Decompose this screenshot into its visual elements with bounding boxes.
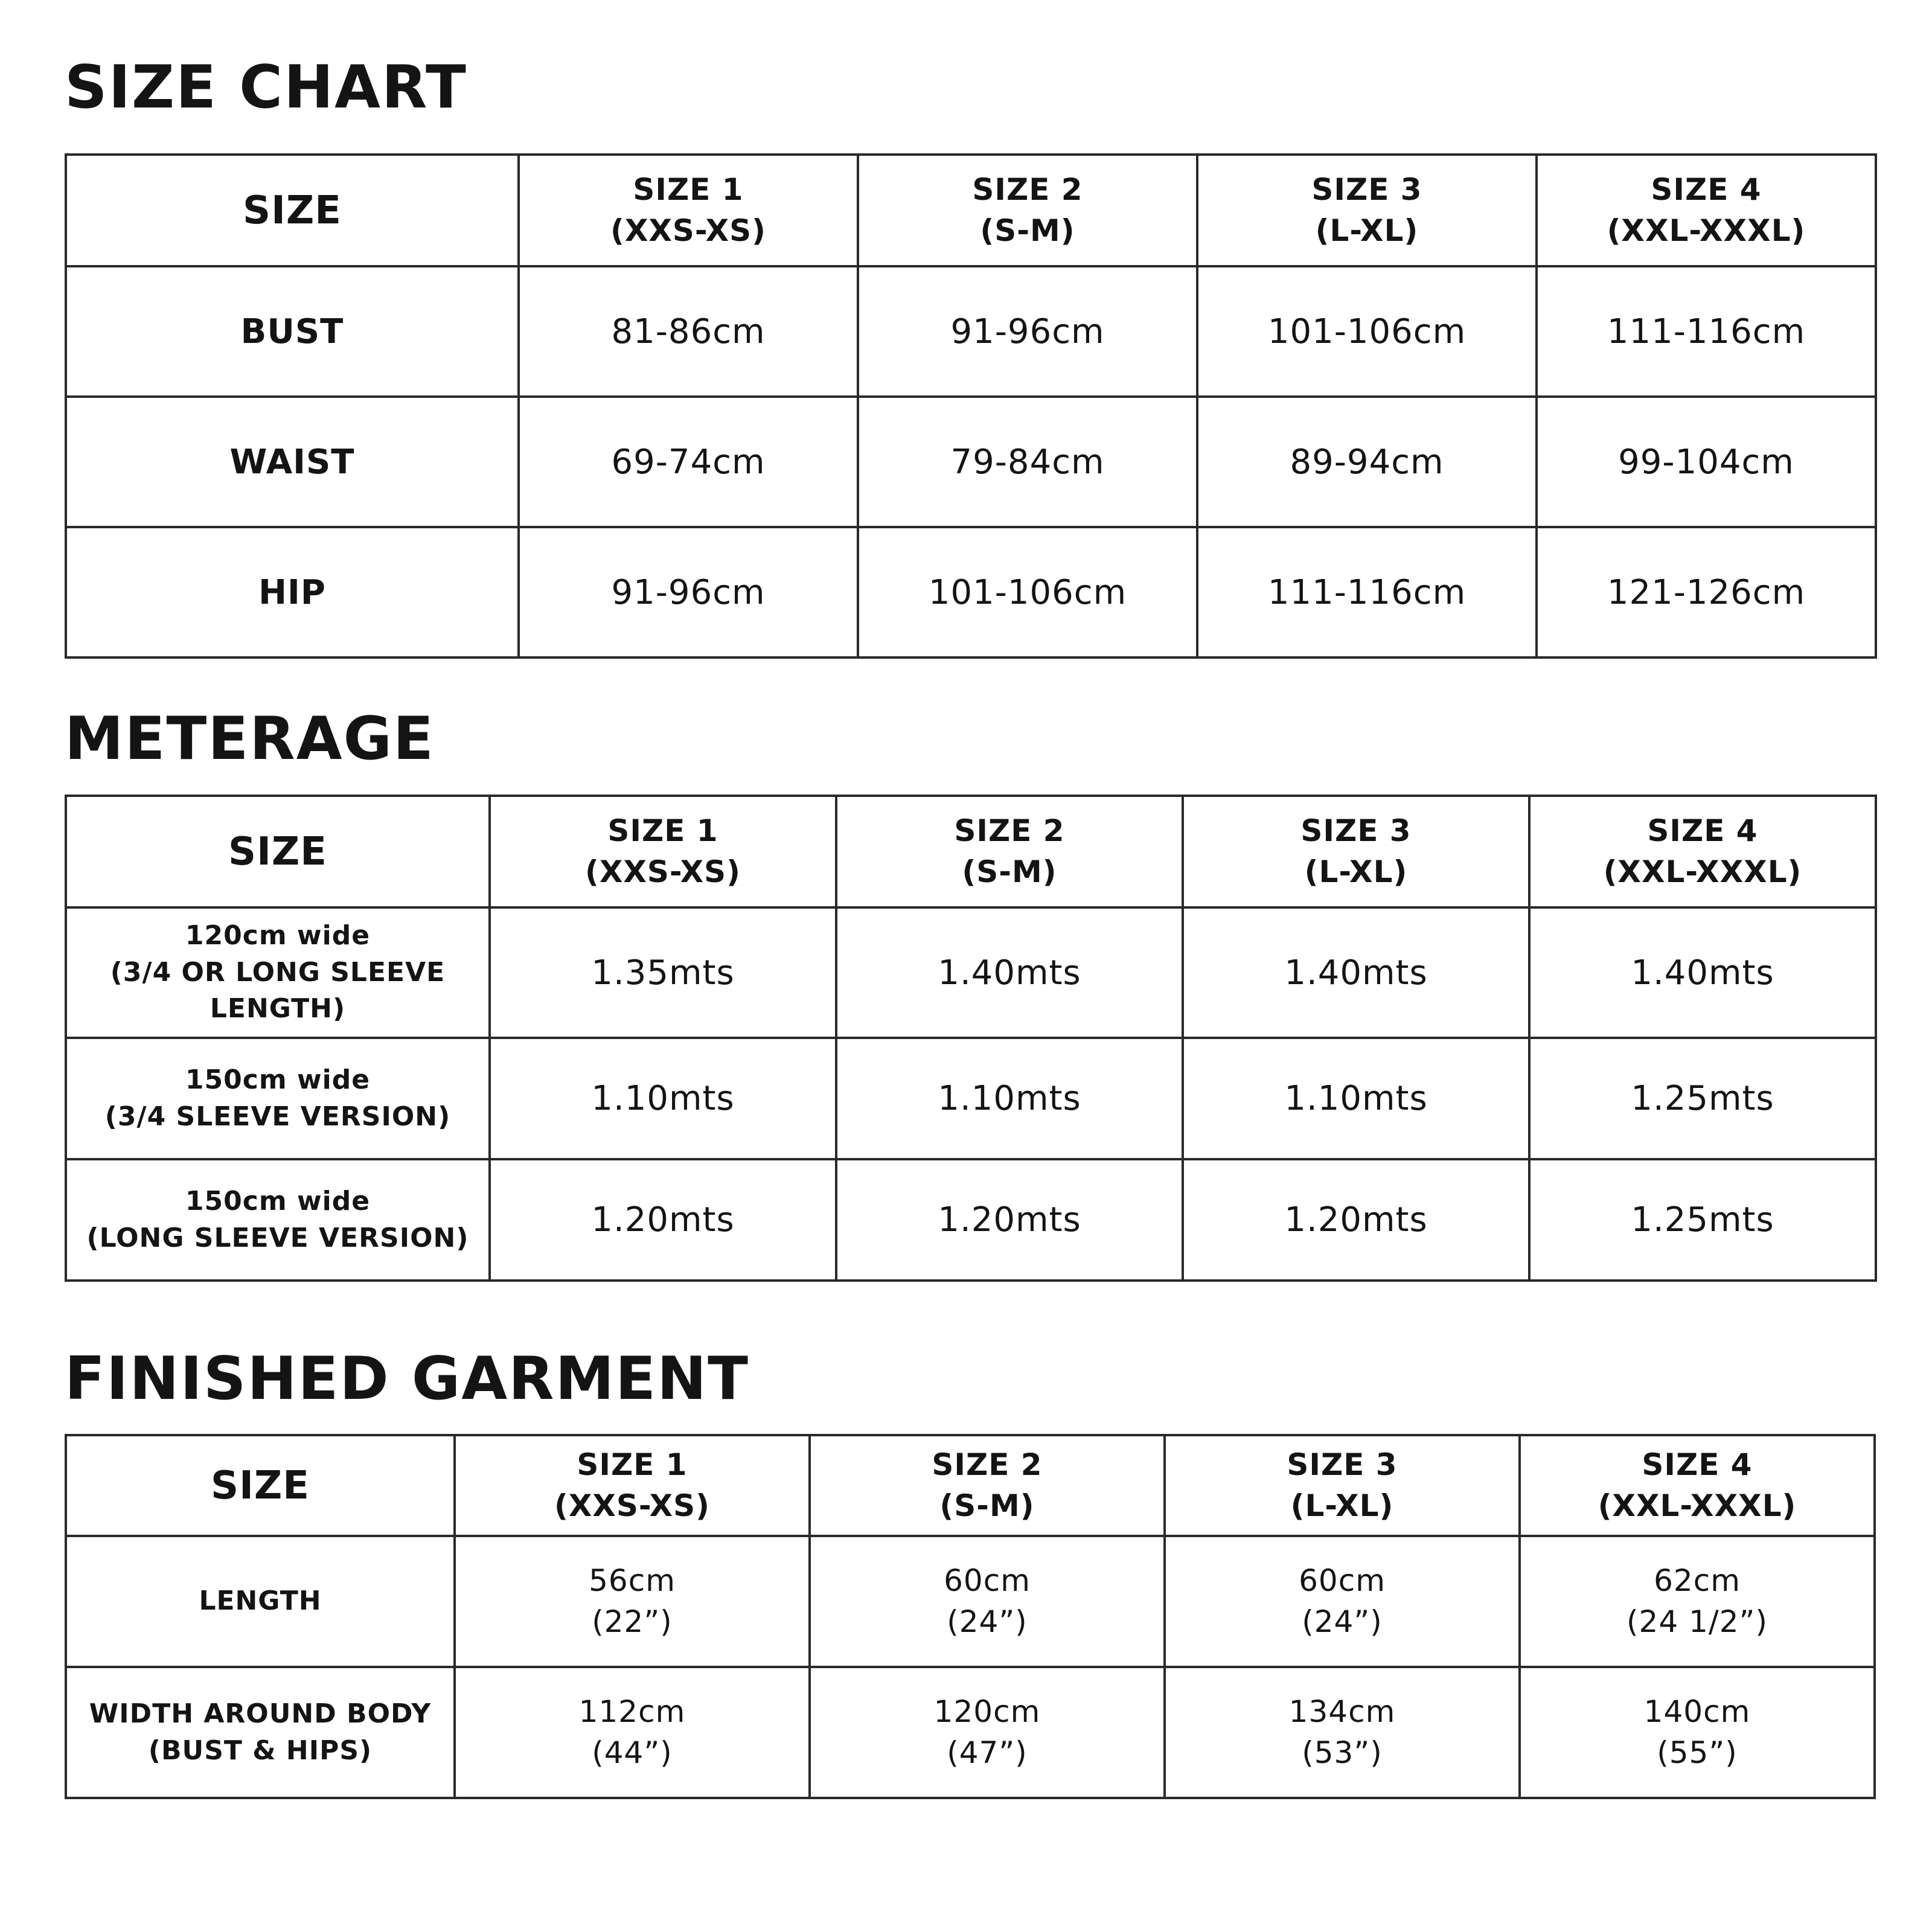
size-range: (XXL-XXXL) [1607,213,1806,248]
row-label-waist: WAIST [66,397,519,527]
value-inches: (24 1/2”) [1627,1604,1768,1639]
size-range: (S-M) [980,213,1075,248]
table-row [66,907,1876,1038]
row-label-line: (3/4 OR LONG SLEEVE [110,956,446,988]
size-corner-label: SIZE [66,155,519,266]
value-inches: (44”) [592,1735,673,1770]
table-cell: 81-86cm [519,266,858,397]
table-cell: 111-116cm [1197,527,1537,657]
size-name: SIZE 3 [1300,813,1412,848]
finished-garment-table [65,1434,1876,1799]
finished-garment-title: FINISHED GARMENT [65,1345,749,1413]
table-row [66,1536,1875,1667]
row-label-line: LENGTH [199,1585,322,1617]
table-cell [1165,1536,1520,1667]
value-inches: (53”) [1302,1735,1383,1770]
value-cm: 62cm [1654,1563,1741,1598]
value-cm: 60cm [1299,1563,1386,1598]
value-inches: (24”) [947,1604,1028,1639]
size-range: (XXS-XS) [610,213,767,248]
row-label-line: WIDTH AROUND BODY [89,1698,432,1729]
value-cm: 60cm [944,1563,1031,1598]
size-column-header [1520,1435,1875,1536]
table-cell: 91-96cm [519,527,858,657]
table-cell [810,1667,1165,1798]
row-label-fabric-150-three-quarter [66,1038,490,1159]
row-label-hip: HIP [66,527,519,657]
value-inches: (47”) [947,1735,1028,1770]
row-label-bust: BUST [66,266,519,397]
table-cell: 101-106cm [858,527,1197,657]
table-cell [455,1667,810,1798]
row-label-line: 150cm wide [185,1064,371,1095]
table-cell [1520,1667,1875,1798]
table-cell: 1.40mts [1529,907,1876,1038]
size-name: SIZE 2 [954,813,1065,848]
size-column-header [490,796,836,907]
size-range: (XXS-XS) [584,854,741,889]
size-name: SIZE 1 [577,1447,688,1482]
table-row [66,1038,1876,1159]
size-column-header [519,155,858,266]
size-range: (XXL-XXXL) [1603,854,1802,889]
size-name: SIZE 2 [972,172,1083,207]
table-row [66,527,1876,657]
table-cell: 99-104cm [1537,397,1876,527]
table-cell [455,1536,810,1667]
row-label-width-around-body [66,1667,455,1798]
size-column-header [1537,155,1876,266]
value-inches: (22”) [592,1604,673,1639]
row-label-line: 120cm wide [185,920,371,951]
value-cm: 140cm [1643,1694,1751,1729]
table-cell: 89-94cm [1197,397,1537,527]
table-cell: 1.25mts [1529,1038,1876,1159]
size-range: (L-XL) [1315,213,1419,248]
value-cm: 134cm [1288,1694,1396,1729]
row-label-line: (LONG SLEEVE VERSION) [86,1222,469,1253]
size-range: (L-XL) [1304,854,1408,889]
meterage-table [65,795,1877,1282]
meterage-title: METERAGE [65,705,435,773]
table-cell: 1.40mts [836,907,1183,1038]
table-header-row [66,1435,1875,1536]
size-name: SIZE 4 [1647,813,1758,848]
size-column-header [455,1435,810,1536]
size-column-header [1197,155,1537,266]
table-cell [1165,1667,1520,1798]
size-range: (L-XL) [1290,1488,1394,1523]
table-cell: 1.35mts [490,907,836,1038]
size-name: SIZE 4 [1642,1447,1753,1482]
size-name: SIZE 2 [932,1447,1043,1482]
table-cell: 1.10mts [490,1038,836,1159]
table-cell: 1.25mts [1529,1159,1876,1281]
size-column-header [836,796,1183,907]
value-inches: (24”) [1302,1604,1383,1639]
size-column-header [1165,1435,1520,1536]
size-name: SIZE 1 [633,172,744,207]
table-cell: 79-84cm [858,397,1197,527]
size-range: (S-M) [962,854,1057,889]
value-inches: (55”) [1657,1735,1738,1770]
size-corner-label: SIZE [66,1435,455,1536]
size-column-header [1183,796,1529,907]
table-row [66,1159,1876,1281]
table-cell: 111-116cm [1537,266,1876,397]
size-column-header [810,1435,1165,1536]
size-corner-label: SIZE [66,796,490,907]
table-header-row [66,796,1876,907]
row-label-line: (BUST & HIPS) [148,1735,373,1766]
table-row [66,397,1876,527]
table-cell: 69-74cm [519,397,858,527]
table-cell: 1.10mts [836,1038,1183,1159]
size-name: SIZE 3 [1311,172,1422,207]
table-cell: 101-106cm [1197,266,1537,397]
value-cm: 120cm [933,1694,1041,1729]
table-cell: 1.20mts [1183,1159,1529,1281]
table-cell: 1.20mts [836,1159,1183,1281]
table-row [66,266,1876,397]
table-cell: 1.20mts [490,1159,836,1281]
row-label-line: LENGTH) [210,993,346,1025]
size-range: (XXL-XXXL) [1598,1488,1797,1523]
size-name: SIZE 3 [1287,1447,1398,1482]
table-cell: 1.10mts [1183,1038,1529,1159]
size-column-header [1529,796,1876,907]
row-label-line: (3/4 SLEEVE VERSION) [104,1101,451,1132]
table-cell: 121-126cm [1537,527,1876,657]
row-label-length [66,1536,455,1667]
value-cm: 56cm [589,1563,676,1598]
size-column-header [858,155,1197,266]
table-header-row [66,155,1876,266]
table-cell: 91-96cm [858,266,1197,397]
size-range: (S-M) [939,1488,1035,1523]
table-row [66,1667,1875,1798]
size-chart-title: SIZE CHART [65,53,467,122]
row-label-line: 150cm wide [185,1185,371,1217]
size-chart-table [65,153,1877,659]
row-label-fabric-120 [66,907,490,1038]
size-name: SIZE 1 [607,813,718,848]
table-cell [1520,1536,1875,1667]
value-cm: 112cm [578,1694,686,1729]
row-label-fabric-150-long [66,1159,490,1281]
table-cell: 1.40mts [1183,907,1529,1038]
size-range: (XXS-XS) [554,1488,711,1523]
table-cell [810,1536,1165,1667]
size-name: SIZE 4 [1651,172,1762,207]
